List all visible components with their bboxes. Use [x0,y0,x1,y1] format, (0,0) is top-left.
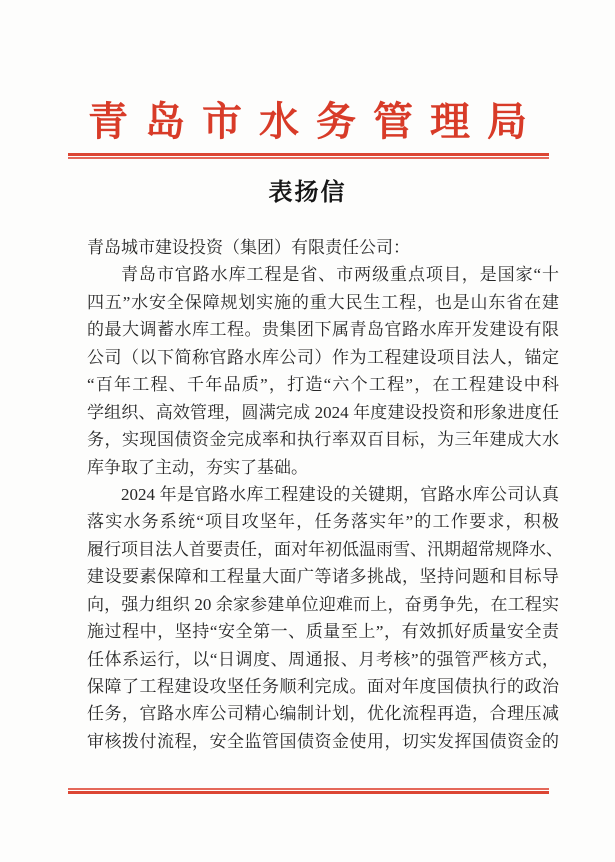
body-line: 四五”水安全保障规划实施的重大民生工程，也是山东省在建 [87,292,559,312]
body-line: 落实水务系统“项目攻坚年，任务落实年”的工作要求，积极 [87,512,559,532]
body-line: 任体系运行，以“日调度、周通报、月考核”的强管严核方式， [87,649,559,669]
body-line: 保障了工程建设攻坚任务顺利完成。面对年度国债执行的政治 [87,677,559,696]
body-line: 建设要素保障和工程量大面广等诸多挑战，坚持问题和目标导 [87,567,559,587]
body-line: 青岛市官路水库工程是省、市两级重点项目，是国家“十 [121,265,559,285]
body-line: 学组织、高效管理，圆满完成 2024 年度建设投资和形象进度任 [87,402,559,422]
body-line: 库争取了主动，夯实了基础。 [87,457,308,477]
body-line: 务，实现国债资金完成率和执行率双百目标，为三年建成大水 [87,430,559,450]
body-line: 履行项目法人首要责任，面对年初低温雨雪、汛期超常规降水、 [87,539,563,559]
header-rule-thick-line [68,153,549,156]
body-line: 向，强力组织 20 余家参建单位迎难而上，奋勇争先，在工程实 [87,594,559,614]
recipient-line: 青岛城市建设投资（集团）有限责任公司： [87,238,410,257]
body-line: “百年工程、千年品质”，打造“六个工程”，在工程建设中科 [87,375,559,395]
header-rule [68,153,549,159]
footer-rule-thin-line [68,788,549,790]
agency-name: 青岛市水务管理局 [88,99,544,144]
letter-title: 表扬信 [268,180,347,206]
body-line: 施过程中，坚持“安全第一、质量至上”，有效抓好质量安全责 [87,622,559,642]
body-line: 审核拨付流程，安全监管国债资金使用，切实发挥国债资金的 [87,731,559,751]
body-line: 任务，官路水库公司精心编制计划，优化流程再造，合理压减 [87,704,559,724]
header-rule-thin-line [68,157,549,159]
footer-rule-thick-line [68,791,549,794]
body-line: 2024 年是官路水库工程建设的关键期，官路水库公司认真 [121,484,559,504]
body-line: 公司（以下简称官路水库公司）作为工程建设项目法人，锚定 [87,347,559,367]
letter-body [87,234,563,755]
body-line: 的最大调蓄水库工程。贵集团下属青岛官路水库开发建设有限 [87,320,559,340]
footer-rule [68,788,549,794]
